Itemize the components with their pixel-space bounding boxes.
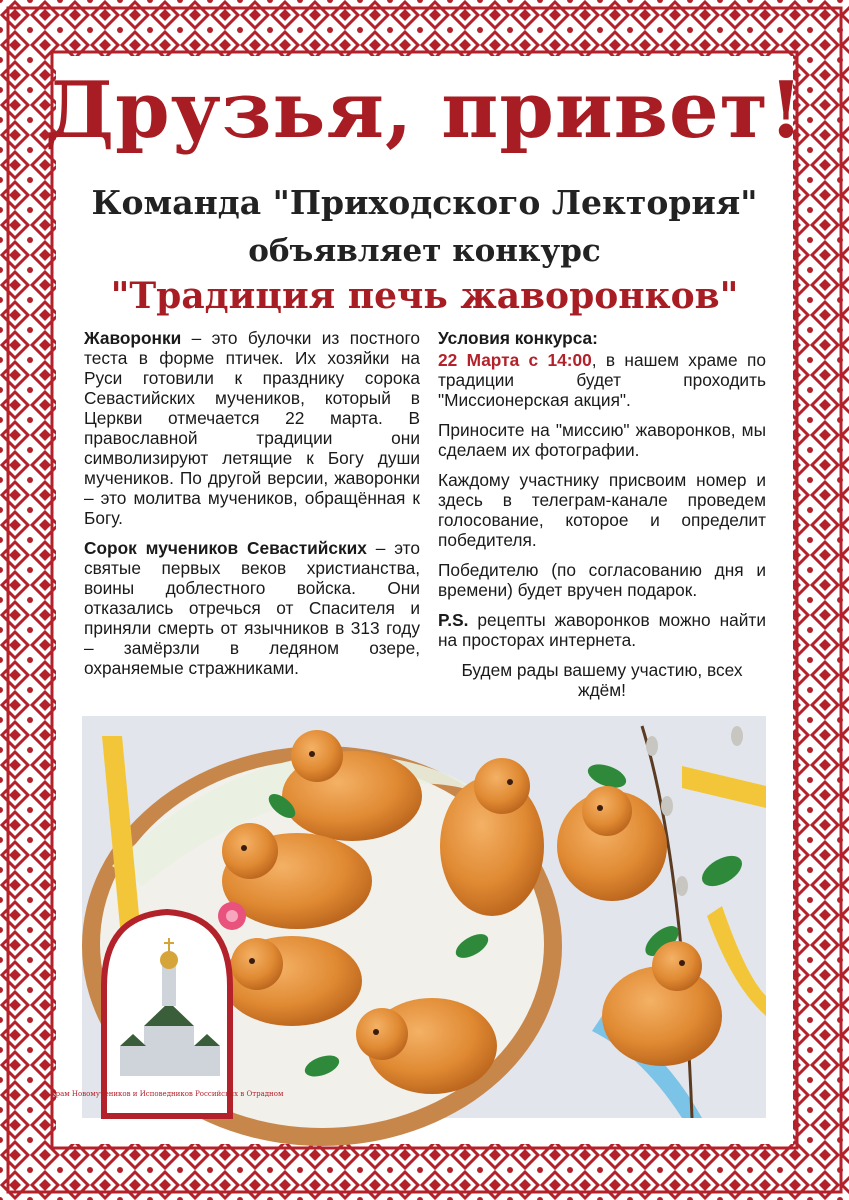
larks-photo (50, 716, 766, 1118)
closing-paragraph: Будем рады вашему участию, всех ждём! (461, 660, 743, 700)
larks-text: – это булочки из постного теста в форме птичек. Их хозяйки на Руси готовили к празднику сорока Севастийских мучеников, который в Церкви отмечается 22 марта. В православной традиции они символизируют летящие к Богу души мучеников. По другой версии, жаворонки – это молитва мучеников, обращённая к Богу. (84, 328, 420, 528)
right-column (438, 328, 766, 710)
headline: Друзья, привет! (44, 65, 805, 156)
conditions-heading: Условия конкурса: (438, 328, 598, 348)
larks-paragraph (84, 328, 420, 528)
conditions-paragraph-3: Каждому участнику присвоим номер и здесь в телеграм-канале проведем голосование, которое и определит победителя. (438, 470, 766, 550)
martyrs-term: Сорок мучеников Севастийских (84, 538, 367, 558)
event-date: 22 Марта с 14:00 (438, 350, 592, 370)
logo-text: Храм Новомучеников и Исповедников Российских в Отрадном (50, 1090, 284, 1098)
conditions-paragraph-2: Приносите на "миссию" жаворонков, мы сделаем их фотографии. (438, 420, 766, 460)
conditions-paragraph-4: Победителю (по согласованию дня и времени) будет вручен подарок. (438, 560, 766, 600)
martyrs-text: – это святые первых веков христианства, воины доблестного войска. Они отказались отречься от Спасителя и приняли смерть от язычников в 313 году – замёрзли в ледяном озере, охраняемые стражниками. (84, 538, 420, 678)
martyrs-paragraph (84, 538, 420, 678)
conditions-paragraph-1: 22 Марта с 14:00, в нашем храме по традиции будет проходить "Миссионерская акция". (438, 350, 766, 410)
left-column (84, 328, 420, 688)
ps-paragraph: P.S. рецепты жаворонков можно найти на просторах интернета. (438, 610, 766, 650)
larks-term: Жаворонки (84, 328, 182, 348)
announce-line-2: объявляет конкурс (248, 233, 601, 269)
contest-name: "Традиция печь жаворонков" (110, 275, 739, 317)
announce-line-1: Команда "Приходского Лектория" (91, 183, 758, 222)
